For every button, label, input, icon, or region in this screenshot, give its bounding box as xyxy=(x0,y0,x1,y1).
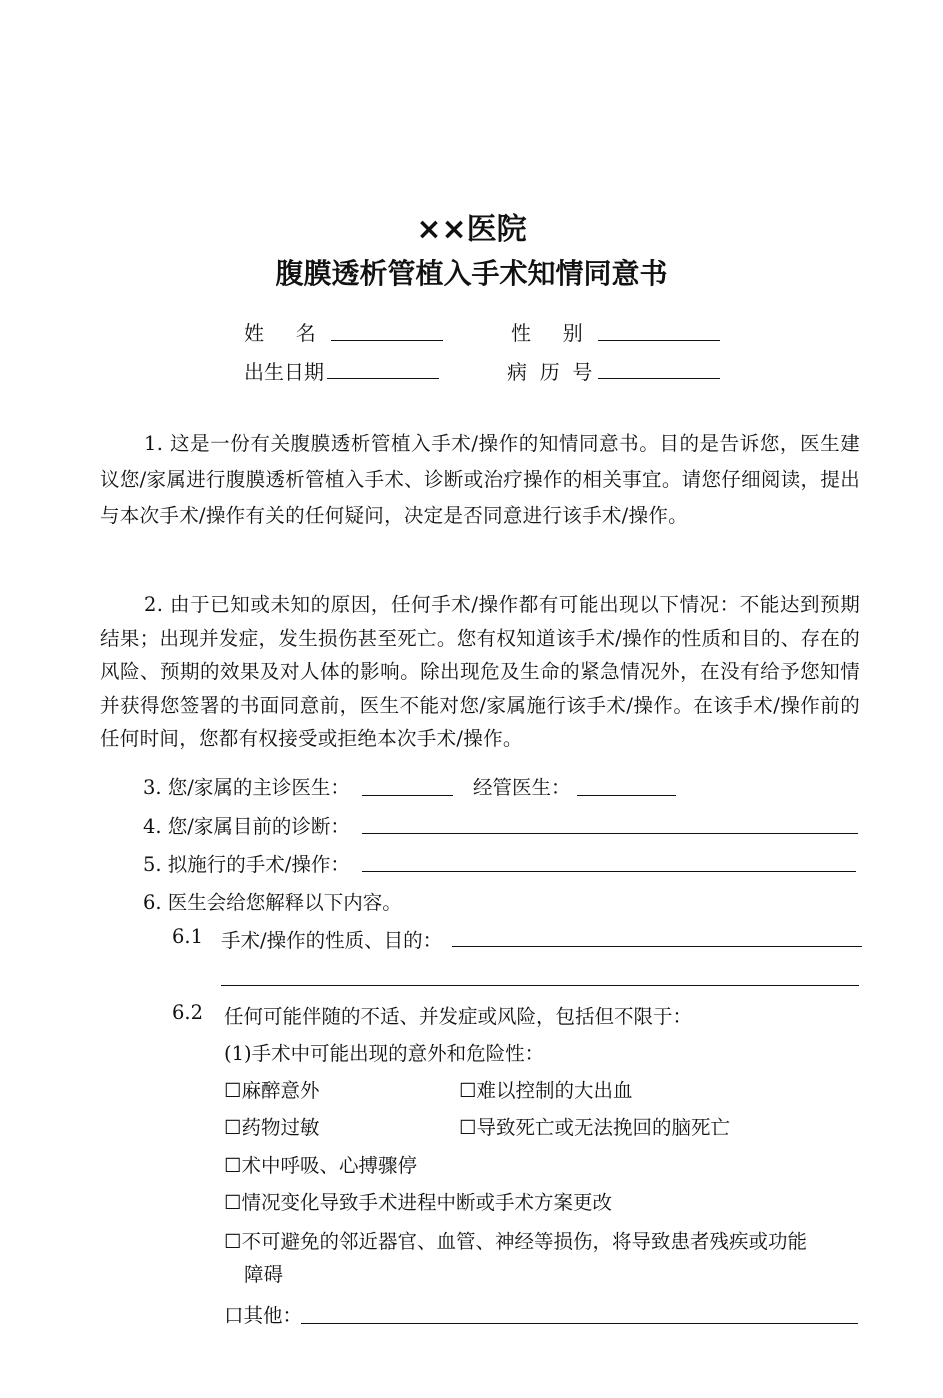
procedure-label: 5. 拟施行的手术/操作： xyxy=(143,853,350,876)
nature-purpose-field[interactable] xyxy=(452,946,862,947)
checkbox-anesthesia-accident[interactable]: ☐麻醉意外 xyxy=(224,1079,320,1102)
gender-field[interactable] xyxy=(598,340,720,341)
checkbox-drug-allergy[interactable]: ☐药物过敏 xyxy=(224,1116,320,1139)
paragraph-1: 1. 这是一份有关腹膜透析管植入手术/操作的知情同意书。目的是告诉您，医生建议您/家属进行腹膜透析管植入手术、诊断或治疗操作的相关事宜。请您仔细阅读，提出与本次手术/操作有关的任何疑问，决定是否同意进行该手术/操作。 xyxy=(100,432,860,527)
primary-doctor-field[interactable] xyxy=(362,795,453,796)
item-6-2-number: 6.2 xyxy=(172,1001,204,1024)
primary-doctor-label: 3. 您/家属的主诊医生： xyxy=(143,776,350,799)
diagnosis-field[interactable] xyxy=(362,833,858,834)
checkbox-adjacent-organ-injury-continued: 障碍 xyxy=(244,1263,284,1286)
diagnosis-label: 4. 您/家属目前的诊断： xyxy=(143,815,350,838)
item-6-1-number: 6.1 xyxy=(172,925,204,948)
risks-label: 任何可能伴随的不适、并发症或风险，包括但不限于： xyxy=(224,1005,693,1028)
gender-label: 性 别 xyxy=(511,321,583,345)
procedure-field[interactable] xyxy=(362,871,856,872)
explanation-heading: 6. 医生会给您解释以下内容。 xyxy=(143,891,402,914)
intraoperative-risks-heading: (1)手术中可能出现的意外和危险性： xyxy=(224,1042,545,1065)
nature-purpose-label: 手术/操作的性质、目的： xyxy=(221,929,443,952)
nature-purpose-field-line-2[interactable] xyxy=(221,985,859,986)
checkbox-procedure-change[interactable]: ☐情况变化导致手术进程中断或手术方案更改 xyxy=(224,1191,612,1214)
checkbox-massive-bleeding[interactable]: ☐难以控制的大出血 xyxy=(459,1079,633,1102)
checkbox-adjacent-organ-injury[interactable]: ☐不可避免的邻近器官、血管、神经等损伤，将导致患者残疾或功能 xyxy=(224,1230,807,1253)
paragraph-2: 2. 由于已知或未知的原因，任何手术/操作都有可能出现以下情况：不能达到预期结果；出现并发症，发生损伤甚至死亡。您有权知道该手术/操作的性质和目的、存在的风险、预期的效果及对人体的影响。除出现危及生命的紧急情况外，在没有给予您知情并获得您签署的书面同意前，医生不能对您/家属施行该手术/操作。在该手术/操作前的任何时间，您都有权接受或拒绝本次手术/操作。 xyxy=(100,593,860,750)
other-field[interactable] xyxy=(301,1323,858,1324)
checkbox-death-brain-death[interactable]: ☐导致死亡或无法挽回的脑死亡 xyxy=(459,1116,730,1139)
checkbox-cardiac-arrest[interactable]: ☐术中呼吸、心搏骤停 xyxy=(224,1154,417,1177)
name-field[interactable] xyxy=(331,340,443,341)
name-label: 姓 名 xyxy=(244,321,316,345)
birth-date-field[interactable] xyxy=(327,378,439,379)
checkbox-other-label[interactable]: 口其他： xyxy=(224,1304,303,1327)
record-number-label: 病 历 号 xyxy=(507,360,593,384)
birth-date-label: 出生日期 xyxy=(244,360,324,384)
managing-doctor-field[interactable] xyxy=(577,795,676,796)
record-number-field[interactable] xyxy=(598,378,720,379)
managing-doctor-label: 经管医生： xyxy=(473,776,571,799)
document-title: 腹膜透析管植入手术知情同意书 xyxy=(275,257,668,290)
hospital-name: ××医院 xyxy=(416,212,527,247)
